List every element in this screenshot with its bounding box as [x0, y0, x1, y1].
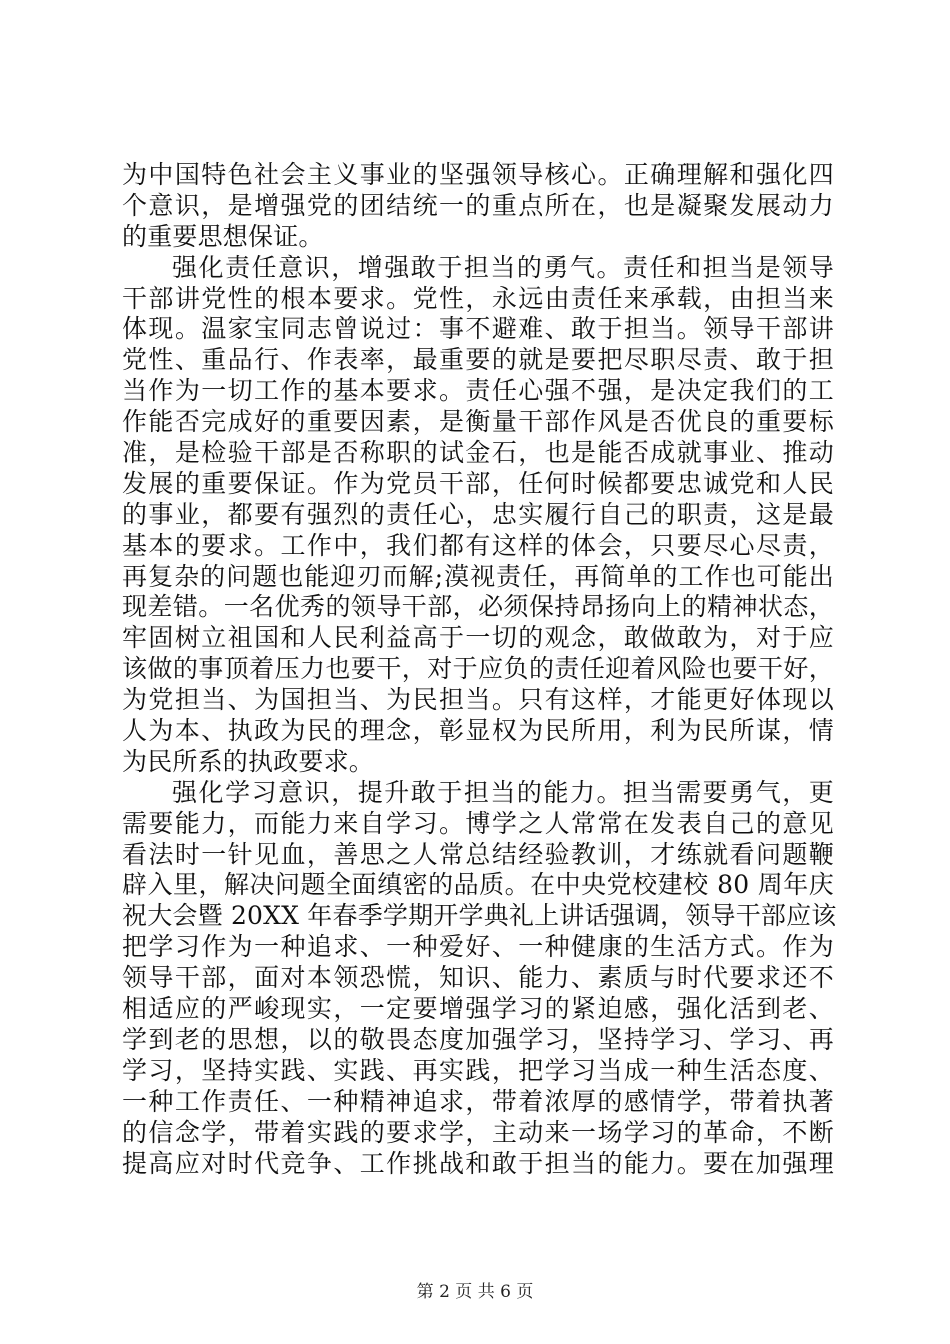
- text-line: 的事业，都要有强烈的责任心，忠实履行自己的职责，这是最: [122, 499, 834, 529]
- text-line: 再复杂的问题也能迎刃而解;漠视责任，再简单的工作也可能出: [122, 561, 834, 591]
- text-line: 辟入里，解决问题全面缜密的品质。在中央党校建校 80 周年庆: [122, 870, 834, 900]
- text-line: 为党担当、为国担当、为民担当。只有这样，才能更好体现以: [122, 685, 834, 715]
- text-line: 作能否完成好的重要因素，是衡量干部作风是否优良的重要标: [122, 407, 834, 437]
- text-line: 准，是检验干部是否称职的试金石，也是能否成就事业、推动: [122, 438, 834, 468]
- text-line: 人为本、执政为民的理念，彰显权为民所用，利为民所谋，情: [122, 716, 834, 746]
- text-line: 学到老的思想，以的敬畏态度加强学习，坚持学习、学习、再: [122, 1024, 834, 1054]
- text-line: 需要能力，而能力来自学习。博学之人常常在发表自己的意见: [122, 808, 834, 838]
- text-line: 现差错。一名优秀的领导干部，必须保持昂扬向上的精神状态，: [122, 592, 834, 622]
- text-line: 体现。温家宝同志曾说过：事不避难、敢于担当。领导干部讲: [122, 314, 834, 344]
- text-line: 为民所系的执政要求。: [122, 746, 375, 776]
- text-line: 基本的要求。工作中，我们都有这样的体会，只要尽心尽责，: [122, 530, 834, 560]
- text-line: 看法时一针见血，善思之人常总结经验教训，才练就看问题鞭: [122, 839, 834, 869]
- text-line: 的信念学，带着实践的要求学，主动来一场学习的革命，不断: [122, 1117, 834, 1147]
- text-line: 领导干部，面对本领恐慌，知识、能力、素质与时代要求还不: [122, 963, 834, 993]
- text-line: 相适应的严峻现实，一定要增强学习的紧迫感，强化活到老、: [122, 994, 834, 1024]
- document-body: [122, 160, 837, 1179]
- text-line: 为中国特色社会主义事业的坚强领导核心。正确理解和强化四: [122, 160, 834, 189]
- text-line: 个意识，是增强党的团结统一的重点所在，也是凝聚发展动力: [122, 190, 834, 220]
- text-line: 党性、重品行、作表率，最重要的就是要把尽职尽责、敢于担: [122, 345, 834, 375]
- text-line: 把学习作为一种追求、一种爱好、一种健康的生活方式。作为: [122, 932, 834, 962]
- text-line: 该做的事顶着压力也要干，对于应负的责任迎着风险也要干好，: [122, 654, 834, 684]
- text-line: 强化学习意识，提升敢于担当的能力。担当需要勇气，更: [172, 777, 834, 807]
- text-line: 学习，坚持实践、实践、再实践，把学习当成一种生活态度、: [122, 1055, 834, 1085]
- page-number-label: 第 2 页 共 6 页: [416, 1282, 534, 1302]
- text-line: 干部讲党性的根本要求。党性，永远由责任来承载，由担当来: [122, 283, 834, 313]
- text-line: 牢固树立祖国和人民利益高于一切的观念，敢做敢为，对于应: [122, 623, 834, 653]
- text-line: 发展的重要保证。作为党员干部，任何时候都要忠诚党和人民: [122, 468, 834, 498]
- text-line: 的重要思想保证。: [122, 221, 324, 251]
- text-line: 提高应对时代竞争、工作挑战和敢于担当的能力。要在加强理: [122, 1148, 834, 1178]
- text-line: 强化责任意识，增强敢于担当的勇气。责任和担当是领导: [172, 252, 834, 282]
- text-line: 一种工作责任、一种精神追求，带着浓厚的感情学，带着执著: [122, 1086, 834, 1116]
- page-footer: [0, 1281, 950, 1303]
- text-line: 祝大会暨 20XX 年春季学期开学典礼上讲话强调，领导干部应该: [122, 901, 837, 931]
- text-line: 当作为一切工作的基本要求。责任心强不强，是决定我们的工: [122, 376, 834, 406]
